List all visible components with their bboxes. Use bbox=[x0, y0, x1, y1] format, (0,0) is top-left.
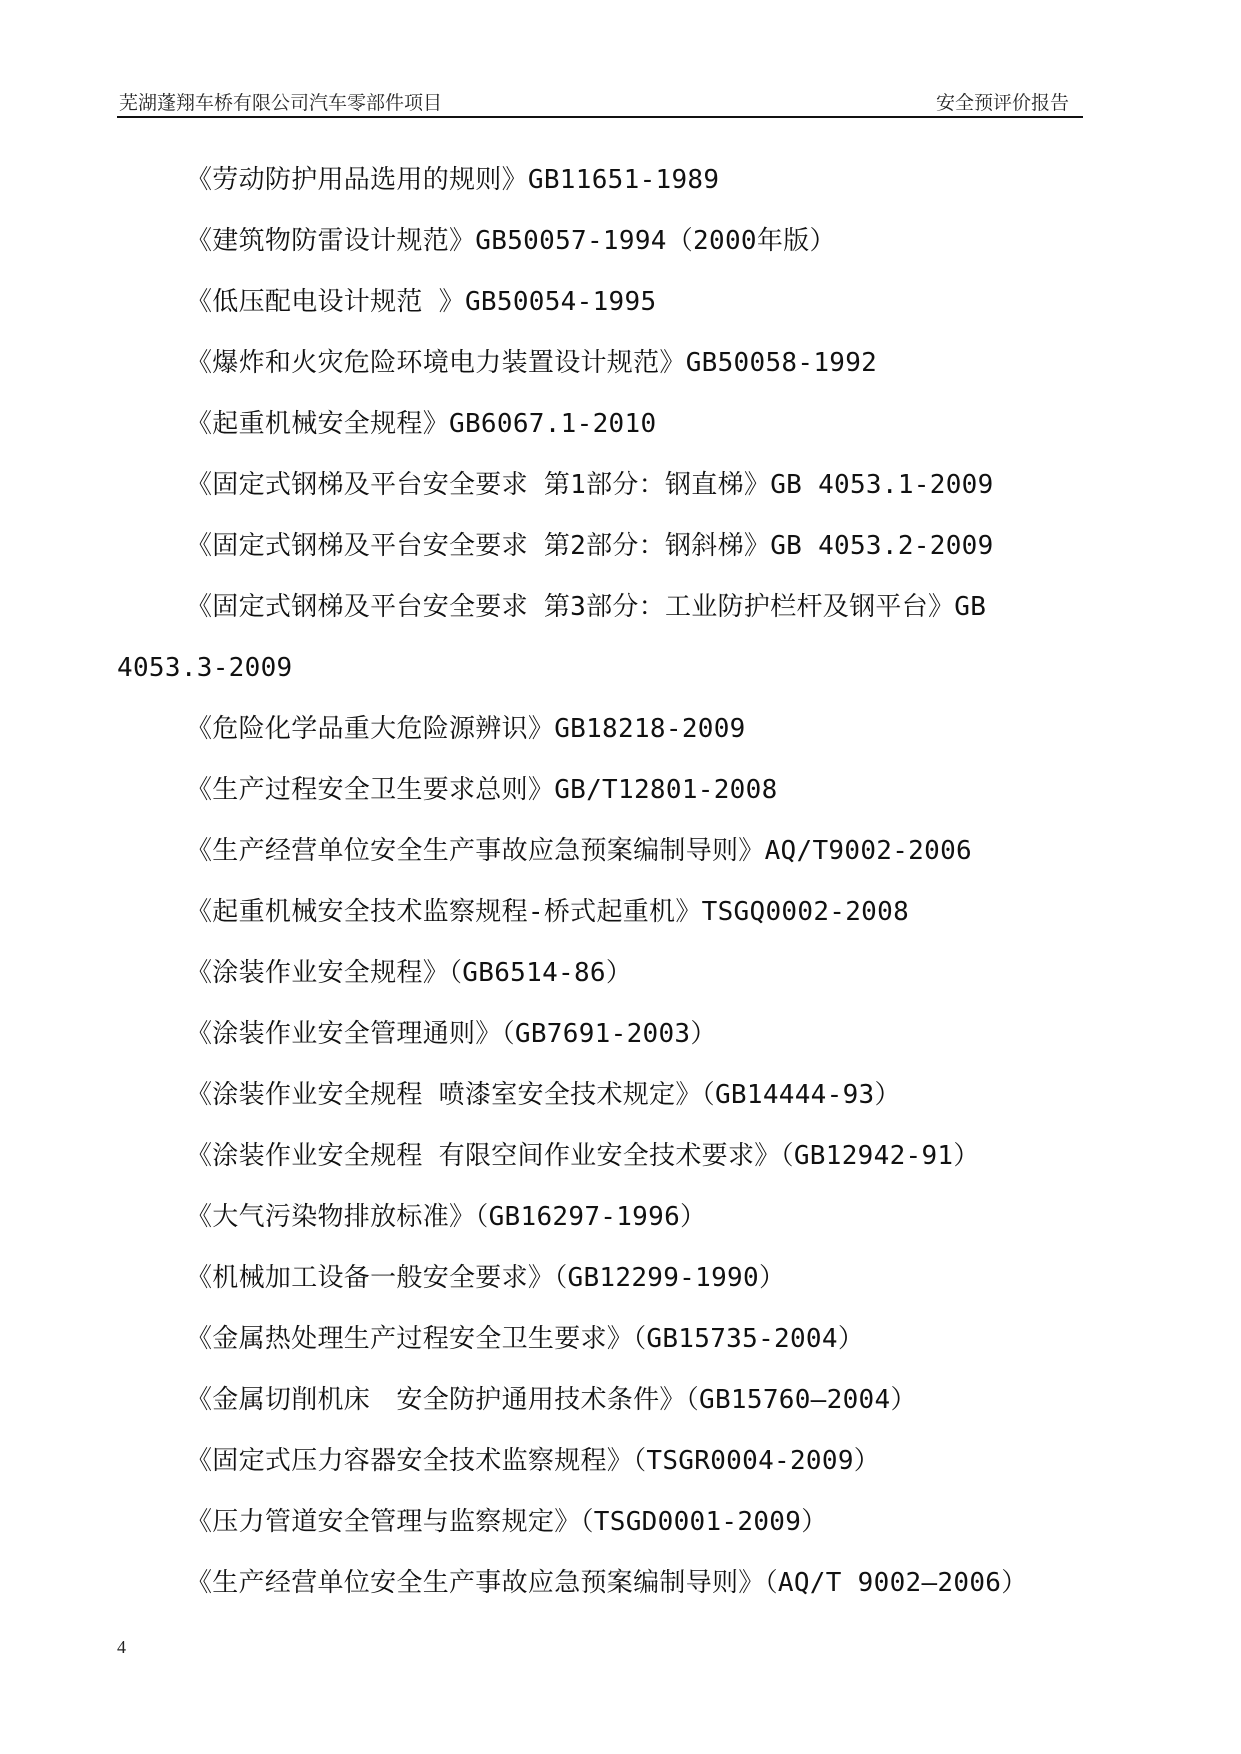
page-number: 4 bbox=[117, 1637, 126, 1657]
reference-item: 《劳动防护用品选用的规则》GB11651-1989 bbox=[186, 165, 720, 195]
reference-item: 《机械加工设备一般安全要求》（GB12299-1990） bbox=[186, 1263, 786, 1293]
reference-item: 《涂装作业安全规程》（GB6514-86） bbox=[186, 958, 633, 988]
reference-item: 《涂装作业安全规程 喷漆室安全技术规定》（GB14444-93） bbox=[186, 1080, 901, 1110]
reference-item: 《金属热处理生产过程安全卫生要求》（GB15735-2004） bbox=[186, 1324, 865, 1354]
page-header bbox=[117, 82, 1083, 118]
reference-item: 《生产经营单位安全生产事故应急预案编制导则》AQ/T9002-2006 bbox=[186, 836, 972, 866]
header-project-title: 芜湖蓬翔车桥有限公司汽车零部件项目 bbox=[119, 92, 443, 114]
reference-item: 《低压配电设计规范 》GB50054-1995 bbox=[186, 287, 657, 317]
reference-item: 《生产经营单位安全生产事故应急预案编制导则》（AQ/T 9002—2006） bbox=[186, 1568, 1028, 1598]
reference-item: 《爆炸和火灾危险环境电力装置设计规范》GB50058-1992 bbox=[186, 348, 878, 378]
reference-item: 《固定式钢梯及平台安全要求 第2部分：钢斜梯》GB 4053.2-2009 bbox=[186, 531, 994, 561]
reference-item-wrapped: 《固定式钢梯及平台安全要求 第3部分：工业防护栏杆及钢平台》GB 4053.3-2009 bbox=[117, 592, 987, 683]
reference-item: 《金属切削机床 安全防护通用技术条件》（GB15760—2004） bbox=[186, 1385, 917, 1415]
header-report-title: 安全预评价报告 bbox=[935, 92, 1069, 114]
reference-item: 《建筑物防雷设计规范》GB50057-1994（2000年版） bbox=[186, 226, 836, 256]
reference-item: 《起重机械安全技术监察规程-桥式起重机》TSGQ0002-2008 bbox=[186, 897, 910, 927]
reference-item: 《涂装作业安全规程 有限空间作业安全技术要求》（GB12942-91） bbox=[186, 1141, 980, 1171]
reference-item: 《危险化学品重大危险源辨识》GB18218-2009 bbox=[186, 714, 746, 744]
reference-item: 《起重机械安全规程》GB6067.1-2010 bbox=[186, 409, 657, 439]
reference-item: 《固定式压力容器安全技术监察规程》（TSGR0004-2009） bbox=[186, 1446, 881, 1476]
reference-item: 《大气污染物排放标准》（GB16297-1996） bbox=[186, 1202, 707, 1232]
reference-item: 《涂装作业安全管理通则》（GB7691-2003） bbox=[186, 1019, 717, 1049]
reference-list bbox=[117, 150, 1083, 1614]
reference-item: 《生产过程安全卫生要求总则》GB/T12801-2008 bbox=[186, 775, 778, 805]
reference-item: 《压力管道安全管理与监察规定》（TSGD0001-2009） bbox=[186, 1507, 828, 1537]
reference-item: 《固定式钢梯及平台安全要求 第1部分：钢直梯》GB 4053.1-2009 bbox=[186, 470, 994, 500]
